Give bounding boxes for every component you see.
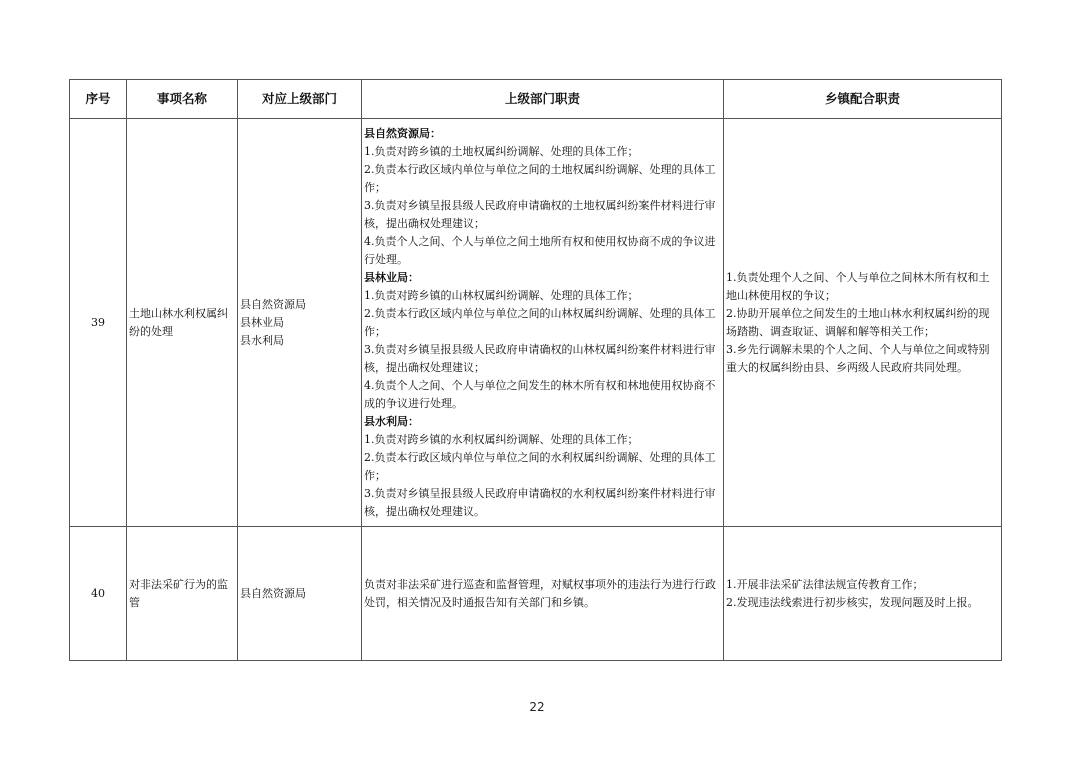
duty-line: 2.负责本行政区域内单位与单位之间的山林权属纠纷调解、处理的具体工作； — [364, 306, 716, 338]
duty-line: 3.负责对乡镇呈报县级人民政府申请确权的土地权属纠纷案件材料进行审核，提出确权处理建议； — [364, 198, 716, 230]
table-row — [70, 119, 1002, 527]
duty-line: 1.负责处理个人之间、个人与单位之间林木所有权和土地山林使用权的争议； — [726, 270, 990, 302]
duty-section-heading: 县水利局： — [364, 414, 419, 428]
table-header-row — [70, 80, 1002, 119]
duty-line: 4.负责个人之间、个人与单位之间土地所有权和使用权协商不成的争议进行处理。 — [364, 234, 716, 266]
duty-line: 2.发现违法线索进行初步核实，发现问题及时上报。 — [726, 595, 979, 609]
department-name: 县林业局 — [240, 315, 284, 329]
row-township-duties — [724, 527, 1002, 661]
row-number: 40 — [70, 527, 127, 661]
duty-line: 1.负责对跨乡镇的山林权属纠纷调解、处理的具体工作； — [364, 288, 639, 302]
duty-line: 3.负责对乡镇呈报县级人民政府申请确权的山林权属纠纷案件材料进行审核，提出确权处理建议； — [364, 342, 716, 374]
header-item-name: 事项名称 — [127, 80, 238, 119]
row-superior-duties — [362, 119, 724, 527]
header-superior-department: 对应上级部门 — [238, 80, 362, 119]
header-superior-duties: 上级部门职责 — [362, 80, 724, 119]
duty-line: 3.负责对乡镇呈报县级人民政府申请确权的水利权属纠纷案件材料进行审核，提出确权处理建议。 — [364, 486, 716, 518]
row-departments — [238, 527, 362, 661]
duty-line: 2.负责本行政区域内单位与单位之间的水利权属纠纷调解、处理的具体工作； — [364, 450, 716, 482]
row-superior-duties: 负责对非法采矿进行巡查和监督管理，对赋权事项外的违法行为进行行政处罚，相关情况及时通报告知有关部门和乡镇。 — [362, 527, 724, 661]
row-departments — [238, 119, 362, 527]
duty-line: 1.负责对跨乡镇的水利权属纠纷调解、处理的具体工作； — [364, 432, 639, 446]
row-township-duties — [724, 119, 1002, 527]
duty-line: 2.协助开展单位之间发生的土地山林水利权属纠纷的现场踏勘、调查取证、调解和解等相关工作； — [726, 306, 990, 338]
header-number: 序号 — [70, 80, 127, 119]
duty-section-heading: 县自然资源局： — [364, 126, 441, 140]
row-item-name: 对非法采矿行为的监管 — [127, 527, 238, 661]
duty-line: 4.负责个人之间、个人与单位之间发生的林木所有权和林地使用权协商不成的争议进行处理。 — [364, 378, 716, 410]
row-number: 39 — [70, 119, 127, 527]
duty-line: 2.负责本行政区域内单位与单位之间的土地权属纠纷调解、处理的具体工作； — [364, 162, 716, 194]
header-township-duties: 乡镇配合职责 — [724, 80, 1002, 119]
department-name: 县自然资源局 — [240, 297, 306, 311]
row-item-name: 土地山林水利权属纠纷的处理 — [127, 119, 238, 527]
duty-line: 1.开展非法采矿法律法规宣传教育工作； — [726, 577, 924, 591]
duty-section-heading: 县林业局： — [364, 270, 419, 284]
duty-line: 1.负责对跨乡镇的土地权属纠纷调解、处理的具体工作； — [364, 144, 639, 158]
page-number: 22 — [529, 700, 545, 714]
table-row — [70, 527, 1002, 661]
duty-line: 3.乡先行调解未果的个人之间、个人与单位之间或特别重大的权属纠纷由县、乡两级人民政府共同处理。 — [726, 342, 990, 374]
department-name: 县水利局 — [240, 333, 284, 347]
duty-table — [69, 79, 1002, 661]
department-name: 县自然资源局 — [240, 586, 306, 600]
